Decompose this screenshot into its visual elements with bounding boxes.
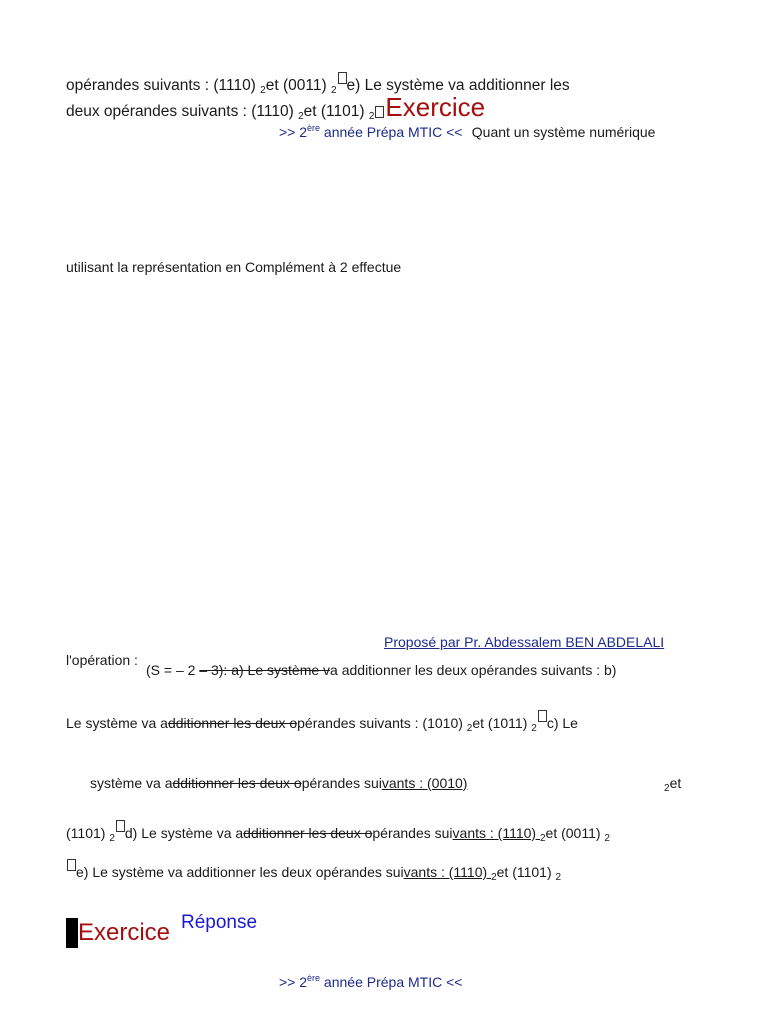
missing-glyph-icon bbox=[338, 72, 347, 84]
header-line bbox=[279, 124, 655, 142]
subscript: 2 bbox=[604, 833, 610, 844]
header-text: Quant un système numérique bbox=[471, 124, 656, 140]
underlined-text: vants : (1110) bbox=[403, 864, 492, 880]
text-fragment: (S = – 2 bbox=[146, 662, 200, 678]
header-label: >> 2ère année Prépa MTIC << bbox=[279, 123, 463, 140]
subscript: 2 bbox=[298, 111, 304, 122]
line-d: (1101) $_2$ d) Le système va additionner les deux opérandes suivants : (1110) $_2$et (0011) $_2$ bbox=[66, 820, 610, 841]
subscript: 2 bbox=[330, 85, 337, 96]
subscript: 2 bbox=[368, 111, 375, 122]
underlined-text: vants : (1110) bbox=[452, 825, 540, 841]
struck-text: – 3): a) Le système v bbox=[199, 662, 331, 678]
operation-line bbox=[146, 662, 616, 678]
line-b: Le système va additionner les deux opérandes suivants : (1010) $_2$et (1011) $_2$ c) Le bbox=[66, 710, 578, 731]
text-fragment: et (1101) bbox=[303, 103, 365, 120]
struck-text: dditionner les deux o bbox=[167, 715, 298, 731]
text-fragment: et (0011) bbox=[265, 77, 327, 94]
subscript: 2 bbox=[491, 872, 497, 883]
text-fragment: a additionner les deux opérandes suivants : b) bbox=[330, 662, 617, 678]
struck-text: dditionner les deux o bbox=[172, 775, 302, 791]
underlined-text: vants : (0010) bbox=[381, 775, 468, 791]
exercice-title: Exercice bbox=[385, 92, 486, 122]
subscript: 2 bbox=[260, 85, 266, 96]
reponse-title: Réponse bbox=[181, 912, 258, 933]
missing-glyph-icon bbox=[375, 106, 384, 118]
missing-glyph-icon bbox=[67, 859, 76, 871]
line-c-tail: $_2$et bbox=[664, 775, 682, 794]
line-e: e) Le système va additionner les deux opérandes suivants : (1110) $_2$et (1101) $_2$ bbox=[66, 859, 561, 880]
subscript: 2 bbox=[539, 833, 546, 844]
subscript: 2 bbox=[531, 723, 537, 734]
subscript: 2 bbox=[555, 872, 562, 883]
missing-glyph-icon bbox=[116, 820, 125, 832]
text-fragment: deux opérandes suivants : (1110) bbox=[66, 103, 294, 120]
utilisant-text: utilisant la représentation en Complément à 2 effectue bbox=[66, 259, 402, 275]
footer-label: >> 2ère année Prépa MTIC << bbox=[279, 973, 463, 990]
subscript: 2 bbox=[664, 783, 670, 794]
subscript: 2 bbox=[109, 833, 115, 844]
heading-bar bbox=[66, 918, 78, 948]
text-fragment: opérandes suivants : (1110) bbox=[66, 77, 256, 94]
author-link[interactable]: Proposé par Pr. Abdessalem BEN ABDELALI bbox=[384, 634, 665, 650]
struck-text: dditionner les deux o bbox=[243, 825, 373, 841]
operation-label: l'opération : bbox=[66, 652, 138, 668]
missing-glyph-icon bbox=[538, 710, 547, 722]
top-line-2 bbox=[66, 92, 485, 123]
exercice-title: Exercice bbox=[78, 919, 171, 946]
line-c: système va additionner les deux opérandes suivants : (0010) bbox=[90, 775, 468, 791]
subscript: 2 bbox=[466, 723, 473, 734]
exercice-heading bbox=[66, 918, 170, 948]
text-fragment: e) Le système va additionner les bbox=[346, 77, 570, 94]
